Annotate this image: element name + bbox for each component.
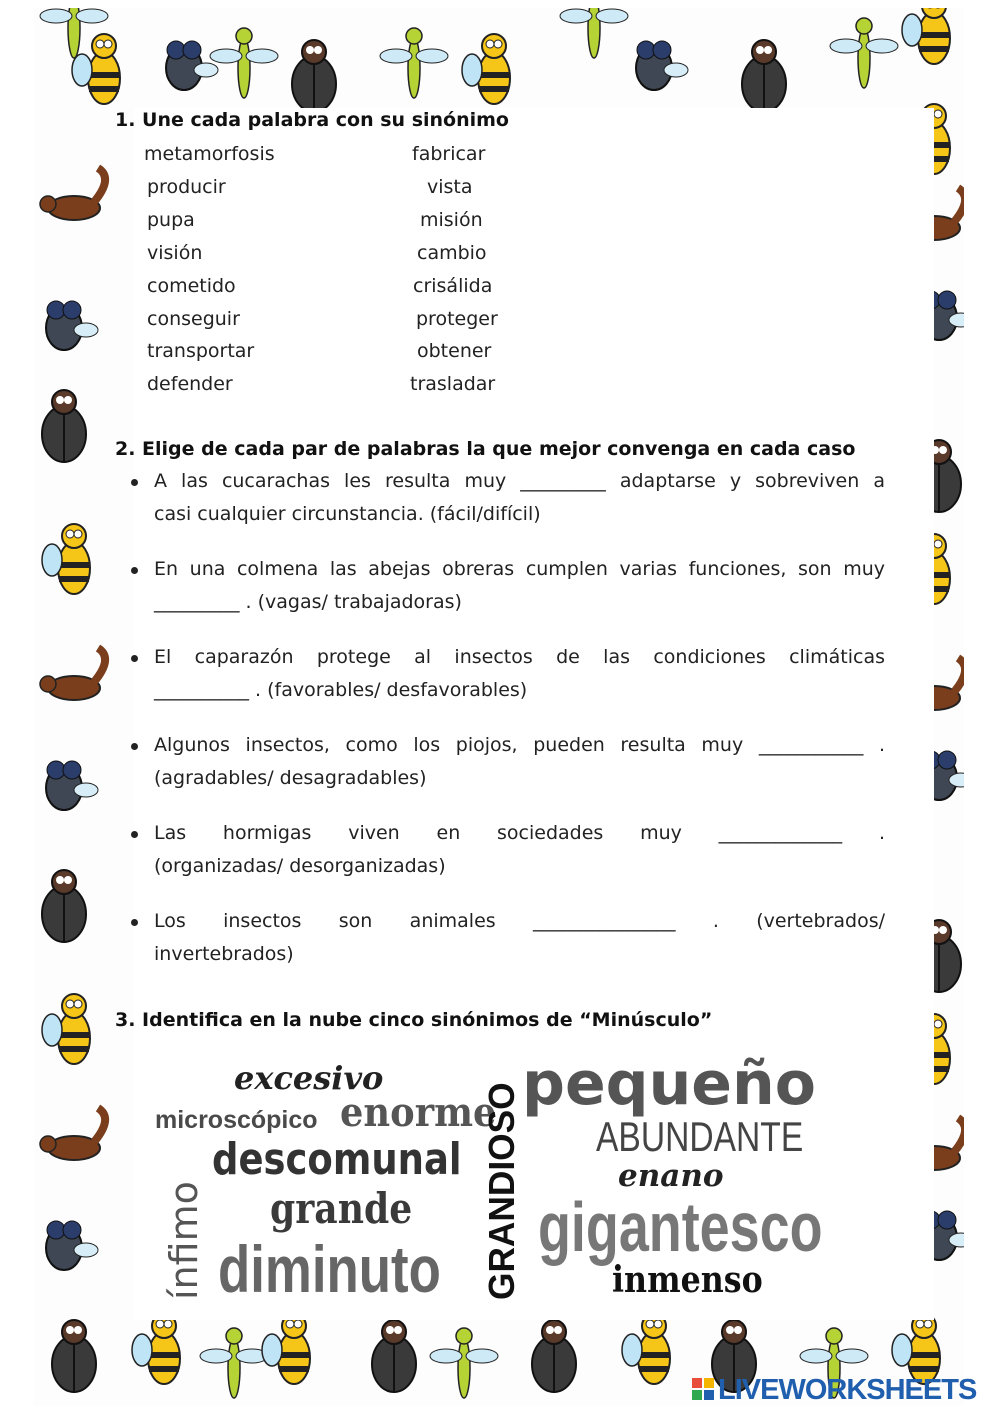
item-line: (organizadas/ desorganizadas)	[154, 855, 446, 877]
word-right-5[interactable]: crisálida	[413, 275, 493, 297]
cloud-word-diminuto[interactable]: diminuto	[218, 1232, 441, 1306]
cloud-word-pequeno[interactable]: pequeño	[522, 1049, 816, 1119]
item-line: casi cualquier circunstancia. (fácil/difícil)	[154, 503, 541, 525]
word-left-3[interactable]: pupa	[147, 209, 195, 231]
bullet	[131, 655, 138, 662]
cloud-word-infimo[interactable]: ínfimo	[162, 1181, 206, 1300]
word-right-7[interactable]: obtener	[417, 340, 492, 362]
exercise-item-4	[154, 729, 885, 795]
cloud-word-abundante[interactable]: ABUNDANTE	[596, 1113, 804, 1160]
item-line[interactable]: __________ . (favorables/ desfavorables)	[154, 679, 528, 701]
item-line[interactable]: _________ . (vagas/ trabajadoras)	[154, 591, 462, 613]
item-line[interactable]: A las cucarachas les resulta muy _________ adaptarse y sobreviven a	[154, 470, 885, 492]
bullet	[131, 919, 138, 926]
liveworksheets-logo-icon	[692, 1378, 714, 1400]
item-line: El caparazón protege al insectos de las condiciones climáticas	[154, 646, 885, 668]
bullet	[131, 567, 138, 574]
item-line: En una colmena las abejas obreras cumplen varias funciones, son muy	[154, 558, 885, 580]
section-1-title: 1. Une cada palabra con su sinónimo	[115, 109, 509, 131]
item-line[interactable]: Las hormigas viven en sociedades muy _____________ .	[154, 822, 885, 844]
exercise-item-6	[154, 905, 885, 971]
word-left-6[interactable]: conseguir	[147, 308, 240, 330]
liveworksheets-watermark: LIVEWORKSHEETS	[718, 1374, 977, 1406]
cloud-word-enano[interactable]: enano	[618, 1158, 724, 1194]
cloud-word-grandioso[interactable]: GRANDIOSO	[481, 1082, 522, 1300]
bullet	[131, 479, 138, 486]
section-3-title: 3. Identifica en la nube cinco sinónimos de “Minúsculo”	[115, 1009, 713, 1031]
word-left-8[interactable]: defender	[147, 373, 233, 395]
word-right-1[interactable]: fabricar	[412, 143, 486, 165]
word-left-4[interactable]: visión	[147, 242, 203, 264]
word-right-8[interactable]: trasladar	[410, 373, 496, 395]
exercise-item-3	[154, 641, 885, 707]
cloud-word-excesivo[interactable]: excesivo	[234, 1059, 384, 1097]
cloud-word-descomunal[interactable]: descomunal	[212, 1134, 462, 1185]
section-2-title: 2. Elige de cada par de palabras la que mejor convenga en cada caso	[115, 438, 856, 460]
exercise-item-2	[154, 553, 885, 619]
cloud-word-inmenso[interactable]: inmenso	[612, 1259, 763, 1301]
cloud-word-enorme[interactable]: enorme	[340, 1089, 497, 1136]
cloud-word-microscopico[interactable]: microscópico	[155, 1106, 318, 1134]
item-line[interactable]: Algunos insectos, como los piojos, pueden resulta muy ___________ .	[154, 734, 885, 756]
word-right-3[interactable]: misión	[420, 209, 483, 231]
item-line: invertebrados)	[154, 943, 294, 965]
word-left-1[interactable]: metamorfosis	[144, 143, 275, 165]
bullet	[131, 743, 138, 750]
exercise-item-1	[154, 465, 885, 531]
cloud-word-gigantesco[interactable]: gigantesco	[538, 1188, 823, 1266]
word-right-6[interactable]: proteger	[416, 308, 498, 330]
word-right-2[interactable]: vista	[427, 176, 473, 198]
item-line: (agradables/ desagradables)	[154, 767, 427, 789]
word-left-7[interactable]: transportar	[147, 340, 255, 362]
word-right-4[interactable]: cambio	[417, 242, 487, 264]
word-left-2[interactable]: producir	[147, 176, 226, 198]
item-line[interactable]: Los insectos son animales _______________ . (vertebrados/	[154, 910, 885, 932]
exercise-item-5	[154, 817, 885, 883]
word-left-5[interactable]: cometido	[147, 275, 236, 297]
cloud-word-grande[interactable]: grande	[270, 1184, 413, 1233]
bullet	[131, 831, 138, 838]
